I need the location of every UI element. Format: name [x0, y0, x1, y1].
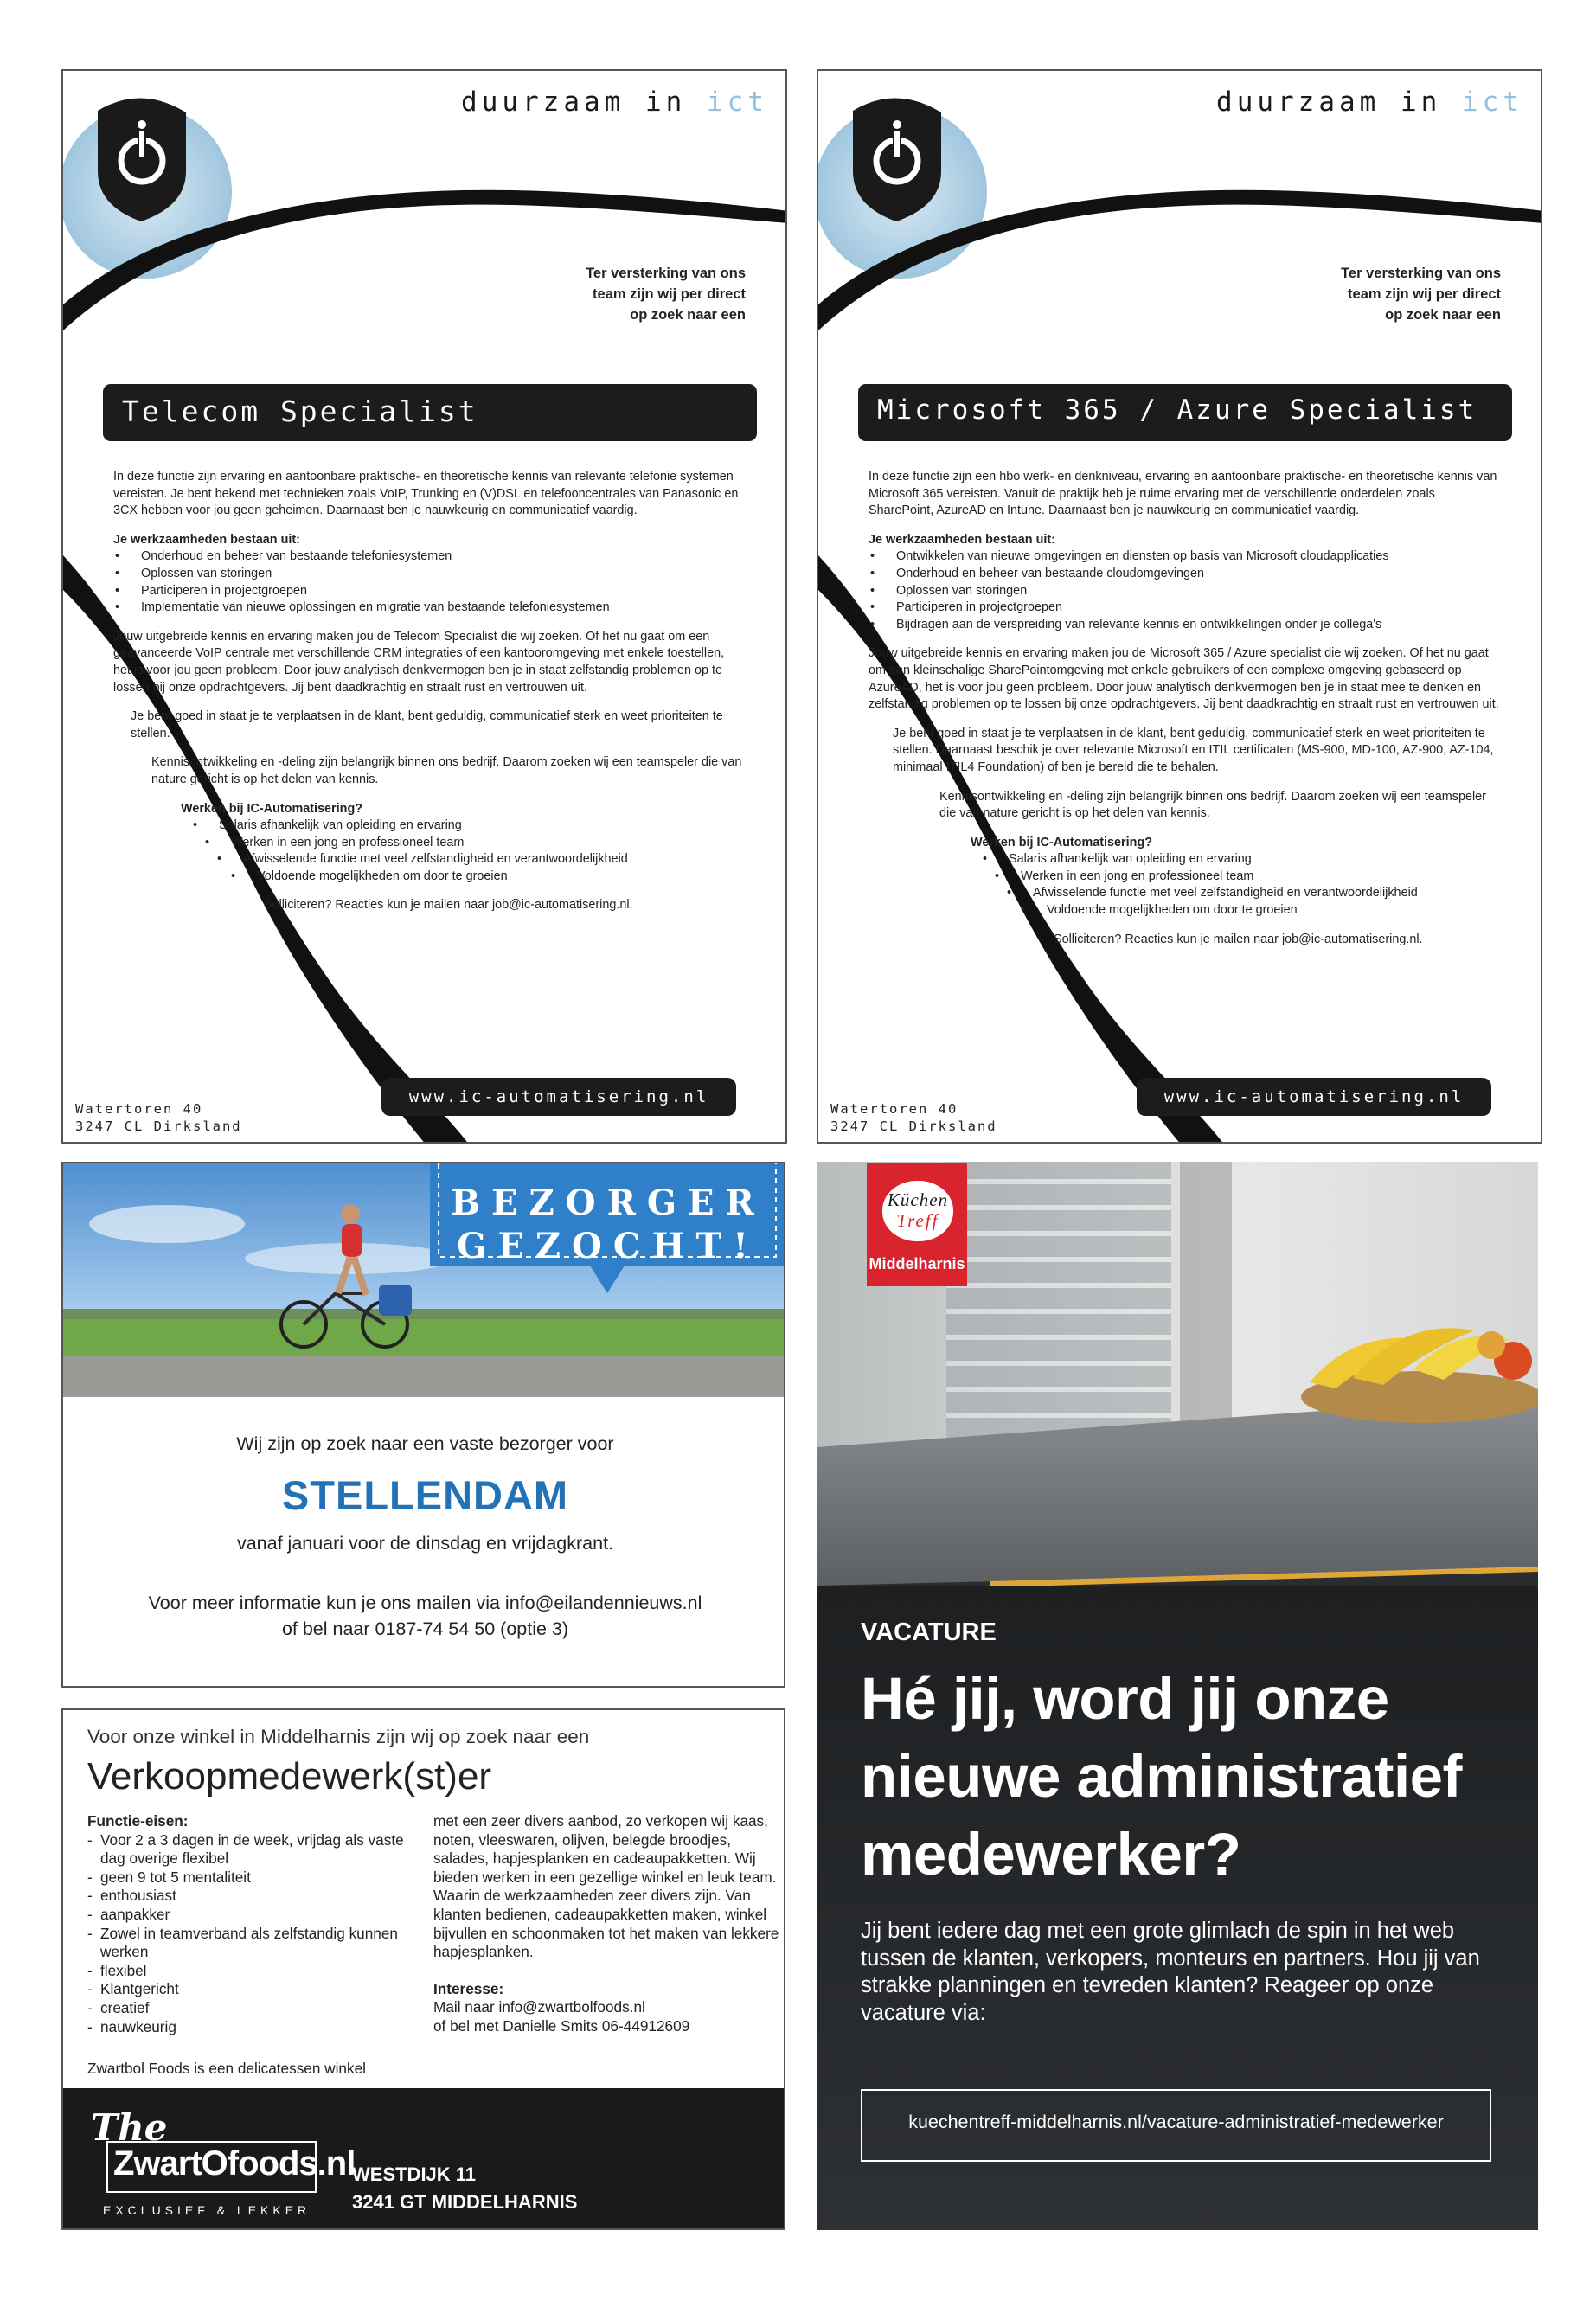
- paragraph: Je bent goed in staat je te verplaatsen in de klant, bent geduldig, communicatief sterk en weet prioriteiten te stellen.: [131, 709, 723, 740]
- list-item: • Onderhoud en beheer van bestaande cloudomgevingen: [869, 566, 1500, 583]
- apply-text: Solliciteren? Reacties kun je mailen naar job@ic-automatisering.nl.: [1054, 932, 1423, 946]
- title-bar: [103, 384, 757, 441]
- list-item: • Werken in een jong en professioneel team: [203, 835, 745, 852]
- list-item: • Participeren in projectgroepen: [869, 599, 1500, 617]
- list-item: • Participeren in projectgroepen: [113, 583, 745, 600]
- intro-line: team zijn wij per direct: [1348, 286, 1501, 302]
- job-description: [113, 469, 745, 914]
- work-heading: Werken bij IC-Automatisering?: [971, 835, 1153, 849]
- paragraph: Je bent goed in staat je te verplaatsen in de klant, bent geduldig, communicatief sterk en weet prioriteiten te stellen. Daarnaast beschik je over relevante Microsoft en ITIL certificaten (MS-900, MD-100, AZ-900, AZ-104, minimaal ITIL4 Foundation) of ben je bereid die te behalen.: [893, 726, 1494, 774]
- list-item: - aanpakker: [87, 1906, 416, 1925]
- vacancy-link[interactable]: kuechentreff-middelharnis.nl/vacature-administratief-medewerker: [908, 2112, 1444, 2132]
- ic-logo-icon: [844, 93, 948, 223]
- requirements-heading: Functie-eisen:: [87, 1812, 189, 1830]
- address: [75, 1100, 242, 1135]
- website-link[interactable]: www.ic-automatisering.nl: [1137, 1078, 1491, 1116]
- apply-text: Solliciteren? Reacties kun je mailen naar job@ic-automatisering.nl.: [264, 898, 633, 913]
- intro-line: Ter versterking van ons: [1341, 266, 1501, 281]
- ic-ad-telecom: [61, 69, 787, 1144]
- list-item: • Salaris afhankelijk van opleiding en ervaring: [981, 851, 1500, 868]
- intro-text: [1276, 263, 1501, 325]
- intro-text: [521, 263, 746, 325]
- paragraph: In deze functie zijn een hbo werk- en denkniveau, ervaring en aantoonbare praktische- en theoretische kennis van Microsoft 365 vereisten. Vanuit de praktijk heb je ruime ervaring met de verschillende onderdelen zoals SharePoint, AzureAD en Intune. Daarnaast ben je nauwkeurig en communicatief vaardig.: [869, 470, 1497, 518]
- headline-line: medewerker?: [861, 1821, 1241, 1888]
- contact-line: of bel naar 0187-74 54 50 (optie 3): [281, 1618, 569, 1639]
- address: [830, 1100, 997, 1135]
- logo-text-kuechen: Küchen: [887, 1189, 949, 1210]
- list-item: - Voor 2 a 3 dagen in de week, vrijdag als vaste dag overige flexibel: [87, 1831, 416, 1868]
- list-item: - creatief: [87, 1999, 416, 2018]
- logo-text-treff: Treff: [896, 1210, 939, 1231]
- list-item: - enthousiast: [87, 1887, 416, 1906]
- list-item: • Werken in een jong en professioneel team: [993, 868, 1500, 886]
- banner-line1: BEZORGER: [451, 1183, 766, 1223]
- address-line: WESTDIJK 11: [352, 2163, 477, 2185]
- list-item: • Voldoende mogelijkheden om door te groeien: [1019, 902, 1500, 920]
- list-item: - flexibel: [87, 1962, 416, 1981]
- work-heading: Werken bij IC-Automatisering?: [181, 801, 363, 816]
- list-item: • Afwisselende functie met veel zelfstandigheid en verantwoordelijkheid: [215, 851, 745, 868]
- list-item: • Oplossen van storingen: [869, 583, 1500, 600]
- interest-line: of bel met Danielle Smits 06-44912609: [433, 2016, 690, 2035]
- intro-text: Voor onze winkel in Middelharnis zijn wij op zoek naar een: [87, 1726, 590, 1747]
- headline-line: Hé jij, word jij onze: [861, 1665, 1389, 1732]
- intro-line: team zijn wij per direct: [593, 286, 746, 302]
- logo-name: ZwartOfoods.nl: [113, 2144, 356, 2182]
- tasks-heading: Je werkzaamheden bestaan uit:: [113, 532, 300, 547]
- intro-line: op zoek naar een: [1385, 307, 1501, 323]
- list-item: - Zowel in teamverband als zelfstandig kunnen werken: [87, 1925, 416, 1962]
- tagline-a: duurzaam in: [461, 87, 707, 118]
- description-text: met een zeer divers aanbod, zo verkopen wij kaas, noten, vleeswaren, olijven, belegde broodjes, salades, hapjesplanken en cadeaupakketten. Wij bieden werken in een gezellige winkel en leuk team. Waarin de werkzaamheden zeer divers zijn. Van klanten bedienen, cadeaupakketten maken, winkel bijvullen en schoonmaken tot het maken van lekkere hapjesplanken.: [433, 1812, 779, 1961]
- interest-line: Mail naar info@zwartbolfoods.nl: [433, 1998, 645, 2016]
- website-link[interactable]: www.ic-automatisering.nl: [381, 1078, 736, 1116]
- bezorger-ad: [61, 1162, 785, 1688]
- list-item: • Voldoende mogelijkheden om door te groeien: [229, 868, 745, 886]
- address-line: 3241 GT MIDDELHARNIS: [352, 2191, 578, 2213]
- paragraph: Kennisontwikkeling en -deling zijn belangrijk binnen ons bedrijf. Daarom zoeken wij een teamspeler die van nature gericht is op het delen van kennis.: [151, 755, 742, 786]
- paragraph: Jouw uitgebreide kennis en ervaring maken jou de Telecom Specialist die wij zoeken. Of het nu gaat om een geavanceerde VoIP centrale met verschillende CRM integraties of een kantooromgeving met enkele toestellen, het is voor jou geen probleem. Door jouw analytisch denkvermogen ben je in staat zelfstandig problemen op te lossen bij onze opdrachtgevers. Jij bent daadkrachtig en straalt rust en vertrouwen uit.: [113, 629, 725, 695]
- job-title: Verkoopmedewerk(st)er: [87, 1755, 492, 1798]
- ic-ad-microsoft: [817, 69, 1542, 1144]
- paragraph: Jouw uitgebreide kennis en ervaring maken jou de Microsoft 365 / Azure specialist die wij zoeken. Of het nu gaat om een kleinschalige SharePointomgeving met enkele gebruikers of een complexe omgeving gebaseerd op AzureAD, het is voor jou geen probleem. Door jouw analytisch denkvermogen ben je in staat mee te denken en zelfstandig problemen op te lossen bij onze opdrachtgevers. Jij bent daadkrachtig en straalt rust en vertrouwen uit.: [869, 646, 1499, 712]
- vacature-label: VACATURE: [861, 1618, 997, 1646]
- job-description: [869, 469, 1500, 948]
- logo-subtitle: EXCLUSIEF & LEKKER: [103, 2203, 311, 2217]
- description-column: [433, 1812, 779, 2036]
- paragraph: Kennisontwikkeling en -deling zijn belangrijk binnen ons bedrijf. Daarom zoeken wij een teamspeler die van nature gericht is op het delen van kennis.: [939, 789, 1486, 821]
- intro-line: op zoek naar een: [630, 307, 746, 323]
- body-text: Jij bent iedere dag met een grote glimlach de spin in het web tussen de klanten, verkopers, monteurs en partners. Hou jij van strakke planningen en tevreden klanten? Reageer op onze vacature via:: [861, 1919, 1480, 2025]
- ic-logo-icon: [89, 93, 193, 223]
- requirements-column: [87, 1812, 416, 2036]
- list-item: • Bijdragen aan de verspreiding van relevante kennis en ontwikkelingen onder je collega's: [869, 617, 1500, 634]
- zwartbol-ad: [61, 1708, 785, 2230]
- job-title: Microsoft 365 / Azure Specialist: [877, 394, 1477, 426]
- tagline-b: ict: [707, 87, 768, 118]
- contact-line: Voor meer informatie kun je ons mailen via info@eilandennieuws.nl: [148, 1593, 702, 1613]
- banner-line2: GEZOCHT!: [457, 1226, 760, 1266]
- tagline-b: ict: [1462, 87, 1523, 118]
- logo-the: The: [91, 2106, 168, 2149]
- headline: [861, 1660, 1518, 1894]
- list-item: - geen 9 tot 5 mentaliteit: [87, 1868, 416, 1888]
- logo-city: Middelharnis: [869, 1255, 965, 1272]
- title-bar: [858, 384, 1512, 441]
- list-item: • Implementatie van nieuwe oplossingen en migratie van bestaande telefoniesystemen: [113, 599, 745, 617]
- address-line: Watertoren 40: [830, 1101, 958, 1117]
- list-item: - Klantgericht: [87, 1980, 416, 1999]
- list-item: - nauwkeurig: [87, 2018, 416, 2037]
- address-line: Watertoren 40: [75, 1101, 203, 1117]
- text-line: Wij zijn op zoek naar een vaste bezorger voor: [236, 1433, 614, 1454]
- tagline: [461, 87, 768, 118]
- text-line: vanaf januari voor de dinsdag en vrijdagkrant.: [236, 1533, 614, 1554]
- intro-line: Ter versterking van ons: [586, 266, 746, 281]
- tagline: [1216, 87, 1523, 118]
- city-name: STELLENDAM: [281, 1472, 569, 1518]
- list-item: • Onderhoud en beheer van bestaande telefoniesystemen: [113, 548, 745, 566]
- list-item: • Ontwikkelen van nieuwe omgevingen en diensten op basis van Microsoft cloudapplicaties: [869, 548, 1500, 566]
- address-line: 3247 CL Dirksland: [830, 1118, 997, 1134]
- list-item: • Afwisselende functie met veel zelfstandigheid en verantwoordelijkheid: [1005, 885, 1500, 902]
- tasks-heading: Je werkzaamheden bestaan uit:: [869, 532, 1055, 547]
- footnote: Zwartbol Foods is een delicatessen winkel: [87, 2060, 366, 2077]
- paragraph: In deze functie zijn ervaring en aantoonbare praktische- en theoretische kennis van relevante telefonie systemen vereisten. Je bent bekend met technieken zoals VoIP, Trunking en (V)DSL en telefooncentrales van Panasonic en 3CX hebben voor jou geen geheimen. Daarnaast ben je nauwkeurig en communicatief vaardig.: [113, 470, 739, 518]
- interest-heading: Interesse:: [433, 1979, 504, 1997]
- headline-line: nieuwe administratief: [861, 1743, 1462, 1810]
- tagline-a: duurzaam in: [1216, 87, 1462, 118]
- address-line: 3247 CL Dirksland: [75, 1118, 242, 1134]
- list-item: • Salaris afhankelijk van opleiding en ervaring: [191, 817, 745, 835]
- kuechen-treff-ad: [817, 1162, 1538, 2230]
- job-title: Telecom Specialist: [122, 394, 478, 428]
- list-item: • Oplossen van storingen: [113, 566, 745, 583]
